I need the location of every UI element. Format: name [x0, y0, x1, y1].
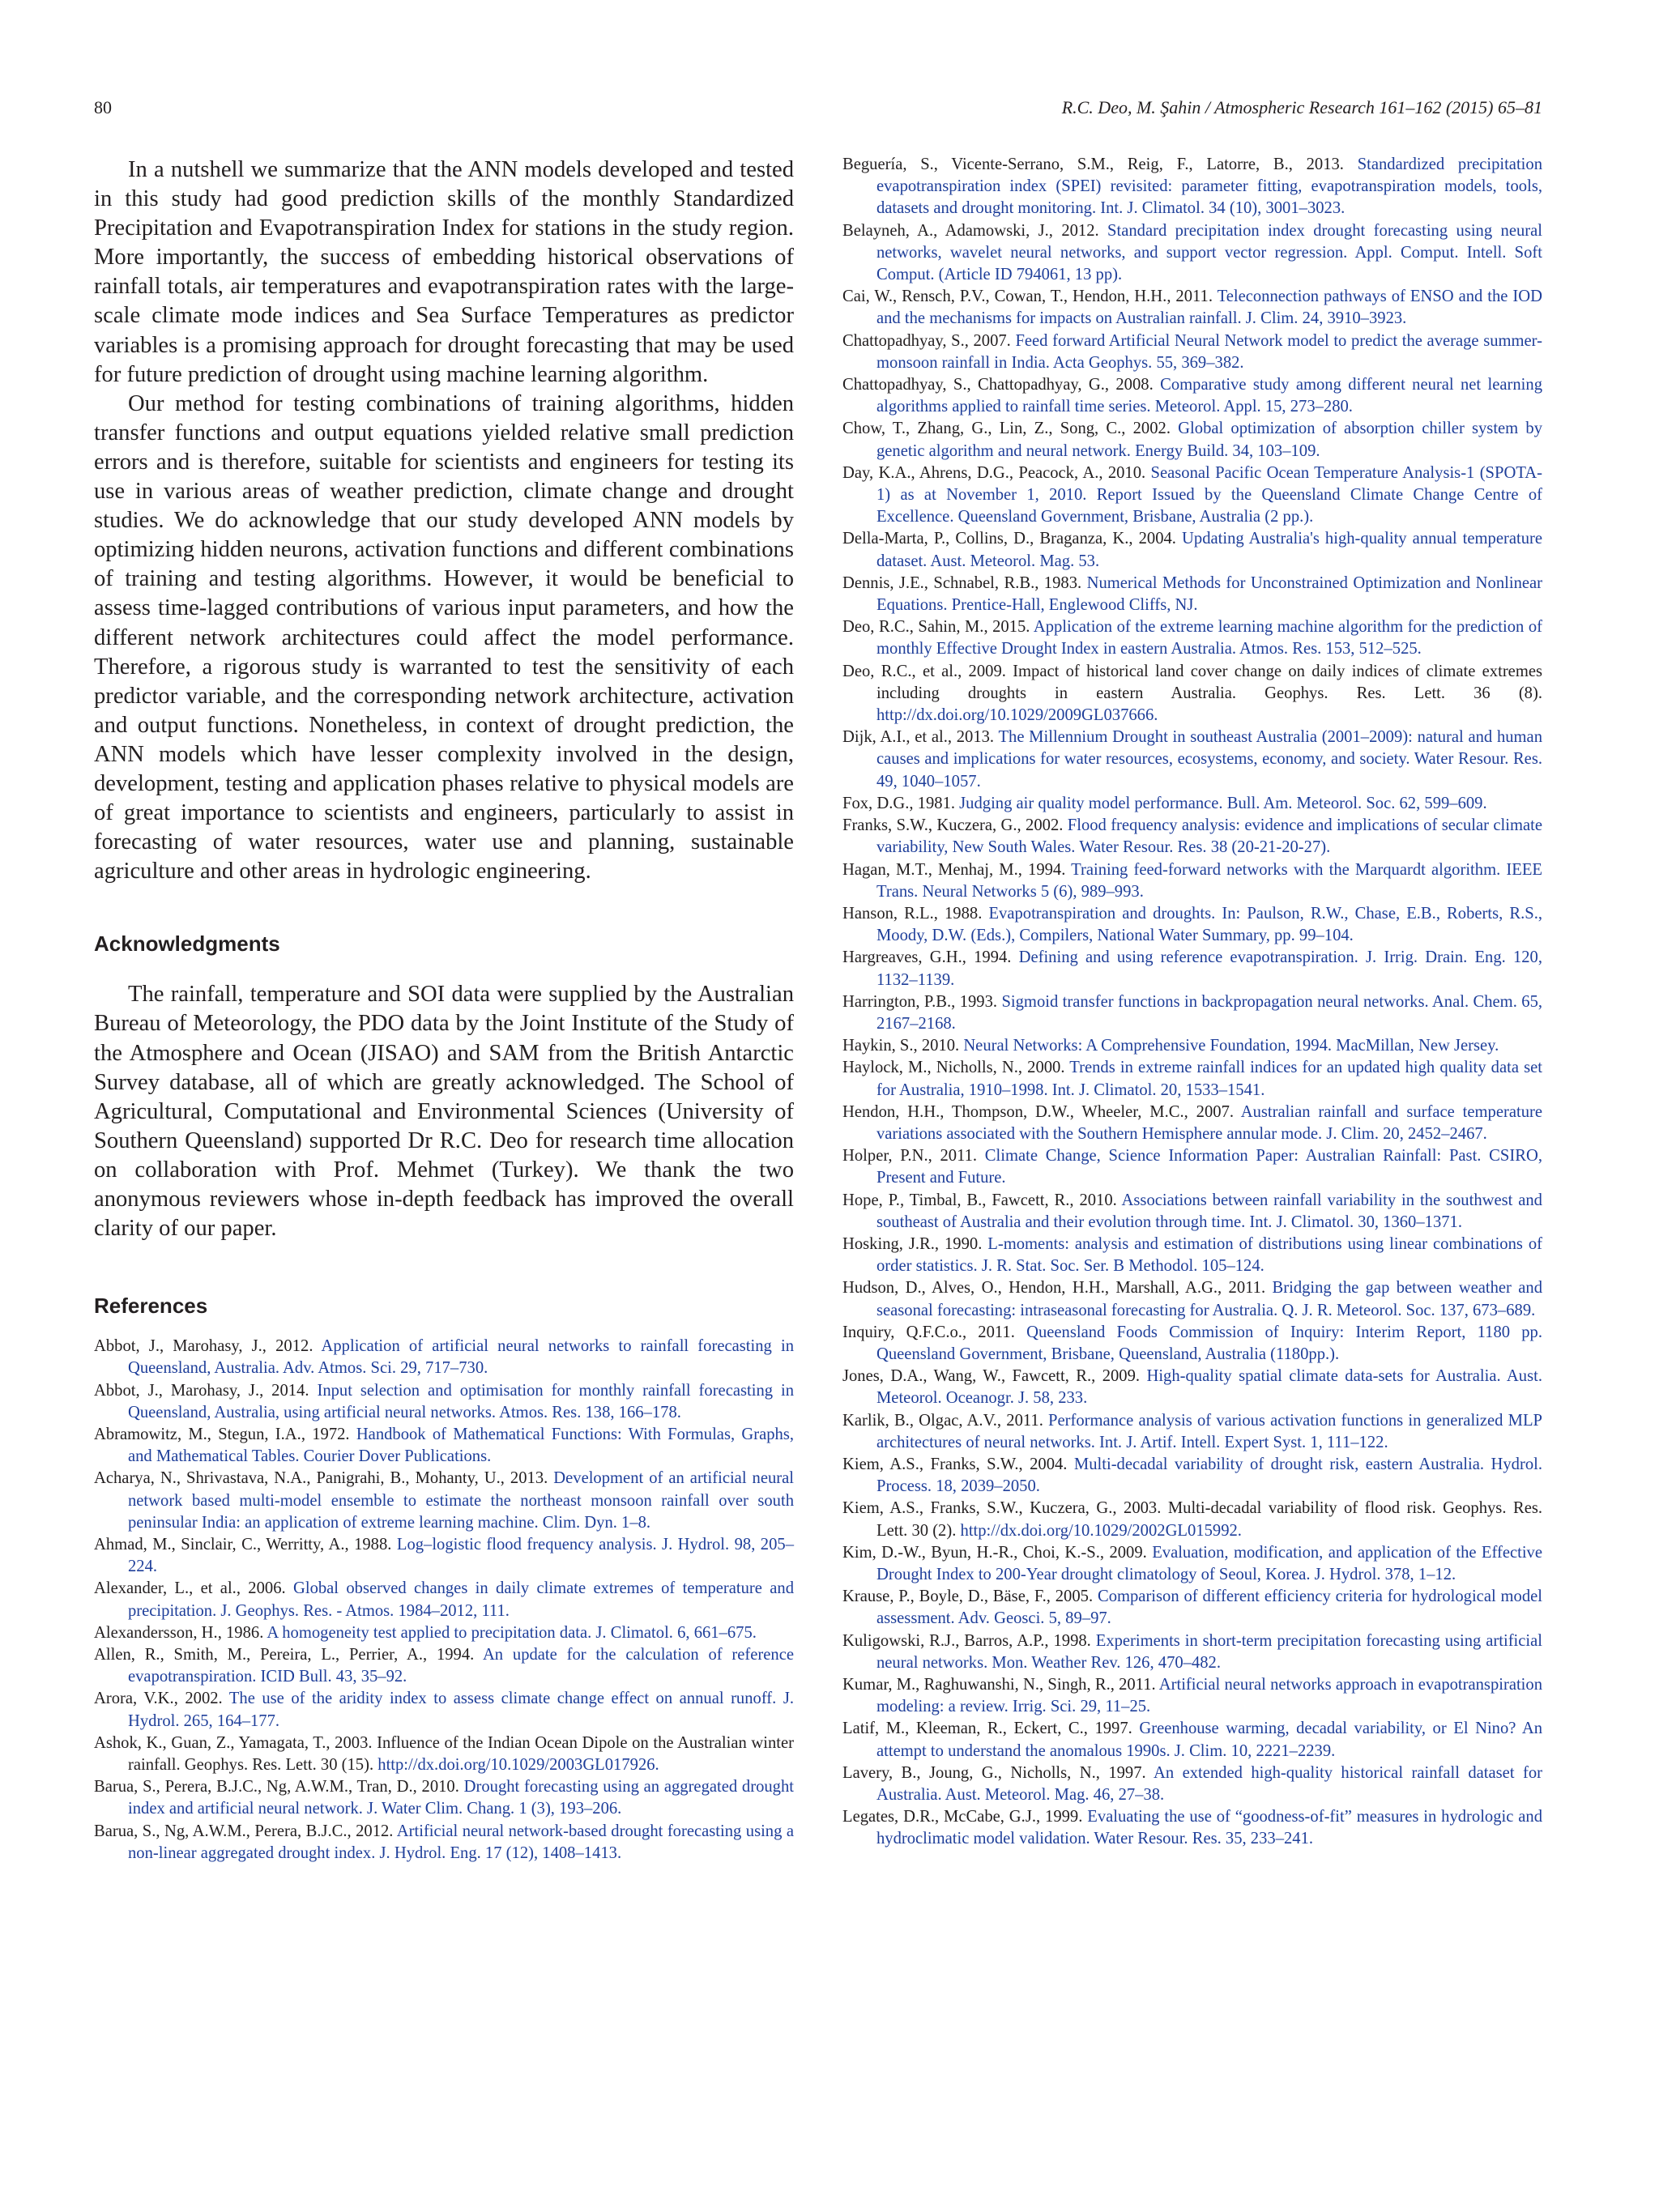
reference-item [94, 1821, 794, 1865]
reference-link[interactable]: Global observed changes in daily climate extremes of temperature and precipitation. J. Geophys. Res. - Atmos. 1984–2012, 111. [128, 1579, 794, 1620]
reference-item [842, 418, 1542, 462]
reference-item [842, 1586, 1542, 1630]
reference-authors: Alexander, L., et al., 2006. [94, 1579, 293, 1598]
reference-item [842, 528, 1542, 572]
reference-authors: Fox, D.G., 1981. [842, 794, 960, 812]
reference-authors: Holper, P.N., 2011. [842, 1147, 985, 1166]
reference-authors: Della-Marta, P., Collins, D., Braganza, K., 2004. [842, 530, 1183, 548]
reference-link[interactable]: Drought forecasting using an aggregated drought index and artificial neural network. J. Water Clim. Chang. 1 (3), 193–206. [128, 1778, 794, 1818]
reference-item [842, 1806, 1542, 1850]
reference-link[interactable]: Comparative study among different neural net learning algorithms applied to rainfall time series. Meteorol. Appl. 15, 273–280. [876, 376, 1542, 416]
reference-link[interactable]: Evapotranspiration and droughts. In: Paulson, R.W., Chase, E.B., Roberts, R.S., Moody, D.W. (Eds.), Compilers, National Water Summary, pp. 99–104. [876, 904, 1542, 945]
right-column [842, 154, 1542, 1851]
reference-link[interactable]: Flood frequency analysis: evidence and implications of secular climate variability, New South Wales. Water Resour. Res. 38 (20-21-20-27). [876, 816, 1542, 857]
reference-authors: Lavery, B., Joung, G., Nicholls, N., 1997. [842, 1763, 1154, 1782]
page-header [94, 97, 1542, 126]
reference-authors: Hanson, R.L., 1988. [842, 904, 989, 923]
body-paragraph: Our method for testing combinations of training algorithms, hidden transfer functions and output equations yielded relative small prediction errors and is therefore, suitable for scientists and engineers for testing its use in various areas of weather prediction, climate change and drought studies. We do acknowledge that our study developed ANN models by optimizing hidden neurons, activation functions and different combinations of training and testing algorithms. However, it would be beneficial to assess time-lagged contributions of various input parameters, and how the different network architectures could affect the model performance. Therefore, a rigorous study is warranted to test the sensitivity of each predictor variable, and the corresponding network architecture, activation and output functions. Nonetheless, in context of drought prediction, the ANN models which have lesser complexity involved in the design, development, testing and application phases relative to physical models are of great importance to scientists and engineers, particularly to assist in forecasting of water resources, water use and planning, sustainable agriculture and other areas in hydrologic engineering. [94, 390, 794, 884]
page-number: 80 [94, 97, 112, 117]
reference-authors: Haylock, M., Nicholls, N., 2000. [842, 1059, 1070, 1077]
reference-authors: Hendon, H.H., Thompson, D.W., Wheeler, M.C., 2007. [842, 1102, 1241, 1121]
reference-authors: Hudson, D., Alves, O., Hendon, H.H., Marshall, A.G., 2011. [842, 1279, 1273, 1298]
reference-link[interactable]: Seasonal Pacific Ocean Temperature Analysis-1 (SPOTA-1) as at November 1, 2010. Report Issued by the Queensland Climate Change Centre of Excellence. Queensland Government, Brisbane, Australia (2 pp.). [876, 463, 1542, 526]
reference-link[interactable]: Comparison of different efficiency criteria for hydrological model assessment. Adv. Geosci. 5, 89–97. [876, 1588, 1542, 1628]
reference-authors: Abbot, J., Marohasy, J., 2014. [94, 1381, 318, 1400]
reference-authors: Hope, P., Timbal, B., Fawcett, R., 2010. [842, 1191, 1122, 1209]
reference-authors: Hagan, M.T., Menhaj, M., 1994. [842, 860, 1072, 879]
reference-authors: Barua, S., Ng, A.W.M., Perera, B.J.C., 2012. [94, 1822, 397, 1840]
reference-link[interactable]: Development of an artificial neural network based multi-model ensemble to estimate the northeast monsoon rainfall over south peninsular India: an application of extreme learning machine. Clim. Dyn. 1–8. [128, 1469, 794, 1532]
reference-link[interactable]: Experiments in short-term precipitation forecasting using artificial neural networks. Mon. Weather Rev. 126, 470–482. [876, 1631, 1542, 1672]
reference-item [94, 1468, 794, 1534]
reference-item [94, 1578, 794, 1622]
reference-link[interactable]: Judging air quality model performance. Bull. Am. Meteorol. Soc. 62, 599–609. [959, 794, 1487, 812]
reference-link[interactable]: Multi-decadal variability of drought risk, eastern Australia. Hydrol. Process. 18, 2039–2050. [876, 1455, 1542, 1496]
reference-authors: Chattopadhyay, S., 2007. [842, 331, 1016, 350]
reference-item [842, 1762, 1542, 1806]
reference-authors: Krause, P., Boyle, D., Bäse, F., 2005. [842, 1588, 1098, 1606]
reference-authors: Barua, S., Perera, B.J.C., Ng, A.W.M., Tran, D., 2010. [94, 1778, 464, 1796]
reference-item [842, 1322, 1542, 1366]
reference-link[interactable]: Associations between rainfall variability in the southwest and southeast of Australia and their evolution through time. Int. J. Climatol. 30, 1360–1371. [876, 1191, 1542, 1231]
left-column [94, 156, 794, 1865]
reference-item [842, 1234, 1542, 1277]
reference-link[interactable]: Application of the extreme learning machine algorithm for the prediction of monthly Effective Drought Index in eastern Australia. Atmos. Res. 153, 512–525. [876, 618, 1543, 658]
reference-authors: Karlik, B., Olgac, A.V., 2011. [842, 1411, 1049, 1430]
reference-item [842, 815, 1542, 859]
reference-item [842, 1057, 1542, 1101]
reference-link[interactable]: Log–logistic flood frequency analysis. J. Hydrol. 98, 205–224. [128, 1536, 794, 1576]
reference-link[interactable]: Australian rainfall and surface temperature variations associated with the Southern Hemisphere annular mode. J. Clim. 20, 2452–2467. [876, 1102, 1542, 1143]
reference-authors: Chattopadhyay, S., Chattopadhyay, G., 2008. [842, 376, 1161, 394]
reference-link[interactable]: Feed forward Artificial Neural Network model to predict the average summer-monsoon rainfall in India. Acta Geophys. 55, 369–382. [876, 331, 1542, 372]
acknowledgments-text: The rainfall, temperature and SOI data were supplied by the Australian Bureau of Meteorology, the PDO data by the Joint Institute of the Study of the Atmosphere and Ocean (JISAO) and SAM from the British Antarctic Survey database, all of which are greatly acknowledged. The School of Agricultural, Computational and Environmental Sciences (University of Southern Queensland) supported Dr R.C. Deo for research time allocation on collaboration with Prof. Mehmet (Turkey). We thank the two anonymous reviewers whose in-depth feedback has improved the overall clarity of our paper. [94, 982, 794, 1242]
reference-authors: Inquiry, Q.F.C.o., 2011. [842, 1323, 1027, 1341]
body-paragraph: In a nutshell we summarize that the ANN models developed and tested in this study had good prediction skills of the monthly Standardized Precipitation and Evapotranspiration Index for stations in the study region. More importantly, the success of embedding historical observations of rainfall totals, air temperatures and evapotranspiration rates with the large-scale climate mode indices and Sea Surface Temperatures as predictor variables is a promising approach for drought forecasting that may be used for future prediction of drought using machine learning algorithm. [94, 157, 794, 387]
reference-link[interactable]: http://dx.doi.org/10.1029/2003GL017926. [377, 1756, 659, 1775]
reference-link[interactable]: An update for the calculation of reference evapotranspiration. ICID Bull. 43, 35–92. [128, 1646, 794, 1686]
reference-authors: Cai, W., Rensch, P.V., Cowan, T., Hendon, H.H., 2011. [842, 288, 1218, 306]
reference-item [94, 1644, 794, 1688]
reference-link[interactable]: Training feed-forward networks with the Marquardt algorithm. IEEE Trans. Neural Networks 5 (6), 989–993. [876, 860, 1542, 901]
reference-authors: Dijk, A.I., et al., 2013. [842, 728, 999, 747]
reference-item [94, 1733, 794, 1776]
reference-authors: Hargreaves, G.H., 1994. [842, 948, 1019, 967]
reference-authors: Allen, R., Smith, M., Pereira, L., Perrier, A., 1994. [94, 1646, 483, 1664]
reference-item [94, 1424, 794, 1468]
reference-authors: Alexandersson, H., 1986. [94, 1623, 267, 1642]
reference-link[interactable]: Teleconnection pathways of ENSO and the IOD and the mechanisms for impacts on Australian rainfall. J. Clim. 24, 3910–3923. [876, 288, 1542, 328]
reference-authors: Deo, R.C., et al., 2009. Impact of historical land cover change on daily indices of climate extremes including droughts in eastern Australia. Geophys. Res. Lett. 36 (8). [842, 662, 1542, 702]
reference-item [94, 1380, 794, 1424]
reference-authors: Dennis, J.E., Schnabel, R.B., 1983. [842, 573, 1087, 592]
reference-link[interactable]: High-quality spatial climate data-sets for Australia. Aust. Meteorol. Oceanogr. J. 58, 233. [876, 1367, 1542, 1408]
reference-item [842, 1718, 1542, 1762]
reference-list-left [94, 1336, 794, 1865]
reference-authors: Kiem, A.S., Franks, S.W., Kuczera, G., 2003. Multi-decadal variability of flood risk. Geophys. Res. Lett. 30 (2). [842, 1499, 1542, 1540]
reference-item [842, 286, 1542, 330]
reference-link[interactable]: Numerical Methods for Unconstrained Optimization and Nonlinear Equations. Prentice-Hall, Englewood Cliffs, NJ. [876, 573, 1542, 615]
reference-link[interactable]: The Millennium Drought in southeast Australia (2001–2009): natural and human causes and implications for water resources, ecosystems, economy, and society. Water Resour. Res. 49, 1040–1057. [876, 728, 1542, 791]
reference-item [842, 991, 1542, 1035]
reference-item [842, 616, 1542, 660]
running-head: R.C. Deo, M. Şahin / Atmospheric Research 161–162 (2015) 65–81 [1061, 97, 1542, 117]
reference-item [842, 1410, 1542, 1454]
reference-authors: Kim, D.-W., Byun, H.-R., Choi, K.-S., 2009. [842, 1543, 1153, 1562]
reference-link[interactable]: Handbook of Mathematical Functions: With Formulas, Graphs, and Mathematical Tables. Courier Dover Publications. [128, 1426, 794, 1466]
reference-item [842, 1145, 1542, 1189]
reference-authors: Ashok, K., Guan, Z., Yamagata, T., 2003. Influence of the Indian Ocean Dipole on the Australian winter rainfall. Geophys. Res. Lett. 30 (15). [94, 1733, 794, 1775]
reference-item [842, 793, 1542, 815]
reference-link[interactable]: Evaluating the use of “goodness-of-fit” measures in hydrologic and hydroclimatic model validation. Water Resour. Res. 35, 233–241. [876, 1808, 1543, 1848]
reference-item [842, 1630, 1542, 1674]
reference-item [94, 1776, 794, 1820]
reference-authors: Beguería, S., Vicente-Serrano, S.M., Reig, F., Latorre, B., 2013. [842, 156, 1358, 173]
reference-authors: Abbot, J., Marohasy, J., 2012. [94, 1337, 322, 1356]
reference-item [842, 947, 1542, 991]
reference-link[interactable]: Artificial neural network-based drought forecasting using a non-linear aggregated drought index. J. Hydrol. Eng. 17 (12), 1408–1413. [128, 1822, 794, 1862]
reference-item [842, 1366, 1542, 1409]
reference-item [842, 1498, 1542, 1541]
reference-item [842, 573, 1542, 616]
reference-authors: Abramowitz, M., Stegun, I.A., 1972. [94, 1426, 356, 1443]
reference-link[interactable]: L-moments: analysis and estimation of distributions using linear combinations of order statistics. J. R. Stat. Soc. Ser. B Methodol. 105–124. [876, 1234, 1542, 1276]
reference-authors: Chow, T., Zhang, G., Lin, Z., Song, C., 2002. [842, 420, 1179, 438]
reference-authors: Jones, D.A., Wang, W., Fawcett, R., 2009. [842, 1367, 1147, 1386]
reference-link[interactable]: Standardized precipitation evapotranspiration index (SPEI) revisited: parameter fitting, evapotranspiration models, tools, datasets and drought monitoring. Int. J. Climatol. 34 (10), 3001–3023. [876, 156, 1542, 218]
reference-link[interactable]: Performance analysis of various activation functions in generalized MLP architectures of neural networks. Int. J. Artif. Intell. Expert Syst. 1, 111–122. [876, 1411, 1542, 1451]
reference-link[interactable]: The use of the aridity index to assess climate change effect on annual runoff. J. Hydrol. 265, 164–177. [128, 1690, 794, 1730]
reference-item [94, 1688, 794, 1732]
reference-link[interactable]: Application of artificial neural networks to rainfall forecasting in Queensland, Australia. Adv. Atmos. Sci. 29, 717–730. [128, 1337, 794, 1378]
reference-link[interactable]: Bridging the gap between weather and seasonal forecasting: intraseasonal forecasting for Australia. Q. J. R. Meteorol. Soc. 137, 673–689. [876, 1279, 1542, 1319]
reference-item [842, 1190, 1542, 1234]
reference-authors: Deo, R.C., Sahin, M., 2015. [842, 618, 1034, 637]
reference-authors: Hosking, J.R., 1990. [842, 1234, 988, 1253]
reference-link[interactable]: http://dx.doi.org/10.1029/2002GL015992. [960, 1521, 1242, 1540]
reference-authors: Haykin, S., 2010. [842, 1037, 964, 1055]
reference-link[interactable]: Evaluation, modification, and application of the Effective Drought Index to 200-Year drought climatology of Seoul, Korea. J. Hydrol. 378, 1–12. [876, 1543, 1542, 1583]
reference-authors: Acharya, N., Shrivastava, N.A., Panigrahi, B., Mohanty, U., 2013. [94, 1469, 554, 1488]
reference-authors: Arora, V.K., 2002. [94, 1690, 229, 1708]
reference-authors: Belayneh, A., Adamowski, J., 2012. [842, 221, 1108, 240]
reference-item [842, 220, 1542, 287]
reference-item [94, 1336, 794, 1379]
reference-authors: Legates, D.R., McCabe, G.J., 1999. [842, 1808, 1088, 1826]
reference-link[interactable]: Defining and using reference evapotranspiration. J. Irrig. Drain. Eng. 120, 1132–1139. [876, 948, 1542, 989]
reference-link[interactable]: http://dx.doi.org/10.1029/2009GL037666. [876, 706, 1158, 725]
reference-link[interactable]: Updating Australia's high-quality annual temperature dataset. Aust. Meteorol. Mag. 53. [876, 530, 1542, 570]
reference-authors: Kumar, M., Raghuwanshi, N., Singh, R., 2011. [842, 1676, 1159, 1694]
reference-item [842, 903, 1542, 947]
references-heading: References [94, 1294, 208, 1319]
reference-link[interactable]: Neural Networks: A Comprehensive Foundation, 1994. MacMillan, New Jersey. [963, 1037, 1499, 1055]
reference-item [842, 859, 1542, 903]
reference-link[interactable]: Sigmoid transfer functions in backpropagation neural networks. Anal. Chem. 65, 2167–2168. [876, 992, 1543, 1033]
reference-authors: Kiem, A.S., Franks, S.W., 2004. [842, 1455, 1074, 1473]
reference-link[interactable]: Artificial neural networks approach in evapotranspiration modeling: a review. Irrig. Sci. 29, 11–25. [876, 1676, 1543, 1716]
reference-item [842, 154, 1542, 220]
reference-link[interactable]: Input selection and optimisation for monthly rainfall forecasting in Queensland, Australia, using artificial neural networks. Atmos. Res. 138, 166–178. [128, 1381, 794, 1421]
reference-item [94, 1534, 794, 1578]
reference-authors: Latif, M., Kleeman, R., Eckert, C., 1997. [842, 1720, 1140, 1738]
reference-authors: Ahmad, M., Sinclair, C., Werritty, A., 1988. [94, 1536, 397, 1554]
reference-item [842, 374, 1542, 418]
reference-authors: Harrington, P.B., 1993. [842, 992, 1002, 1011]
reference-item [842, 1102, 1542, 1145]
reference-link[interactable]: A homogeneity test applied to precipitation data. J. Climatol. 6, 661–675. [267, 1623, 757, 1642]
reference-authors: Franks, S.W., Kuczera, G., 2002. [842, 816, 1068, 835]
reference-item [842, 1277, 1542, 1321]
reference-list-right [842, 154, 1542, 1851]
reference-link[interactable]: Global optimization of absorption chiller system by genetic algorithm and neural network. Energy Build. 34, 103–109. [876, 420, 1542, 460]
reference-item [842, 1674, 1542, 1718]
reference-item [842, 462, 1542, 529]
reference-link[interactable]: Trends in extreme rainfall indices for an updated high quality data set for Australia, 1910–1998. Int. J. Climatol. 20, 1533–1541. [876, 1059, 1542, 1099]
reference-authors: Day, K.A., Ahrens, D.G., Peacock, A., 2010. [842, 463, 1151, 482]
reference-item [842, 727, 1542, 793]
reference-link[interactable]: Standard precipitation index drought forecasting using neural networks, wavelet neural networks, and support vector regression. Appl. Comput. Intell. Soft Comput. (Article ID 794061, 13 pp). [876, 221, 1542, 284]
reference-link[interactable]: Greenhouse warming, decadal variability, or El Nino? An attempt to understand the anomalous 1990s. J. Clim. 10, 2221–2239. [876, 1720, 1542, 1760]
reference-item [842, 1454, 1542, 1498]
reference-item [842, 330, 1542, 374]
reference-link[interactable]: An extended high-quality historical rainfall dataset for Australia. Aust. Meteorol. Mag. 46, 27–38. [876, 1763, 1542, 1805]
reference-link[interactable]: Climate Change, Science Information Paper: Australian Rainfall: Past. CSIRO, Present and Future. [876, 1147, 1542, 1187]
reference-item [842, 1035, 1542, 1057]
reference-item [94, 1622, 794, 1644]
reference-authors: Kuligowski, R.J., Barros, A.P., 1998. [842, 1631, 1096, 1650]
reference-link[interactable]: Queensland Foods Commission of Inquiry: Interim Report, 1180 pp. Queensland Government, Brisbane, Queensland, Australia (1180pp.). [876, 1323, 1542, 1363]
acknowledgments-heading: Acknowledgments [94, 931, 280, 957]
reference-item [842, 1542, 1542, 1586]
reference-item [842, 661, 1542, 727]
